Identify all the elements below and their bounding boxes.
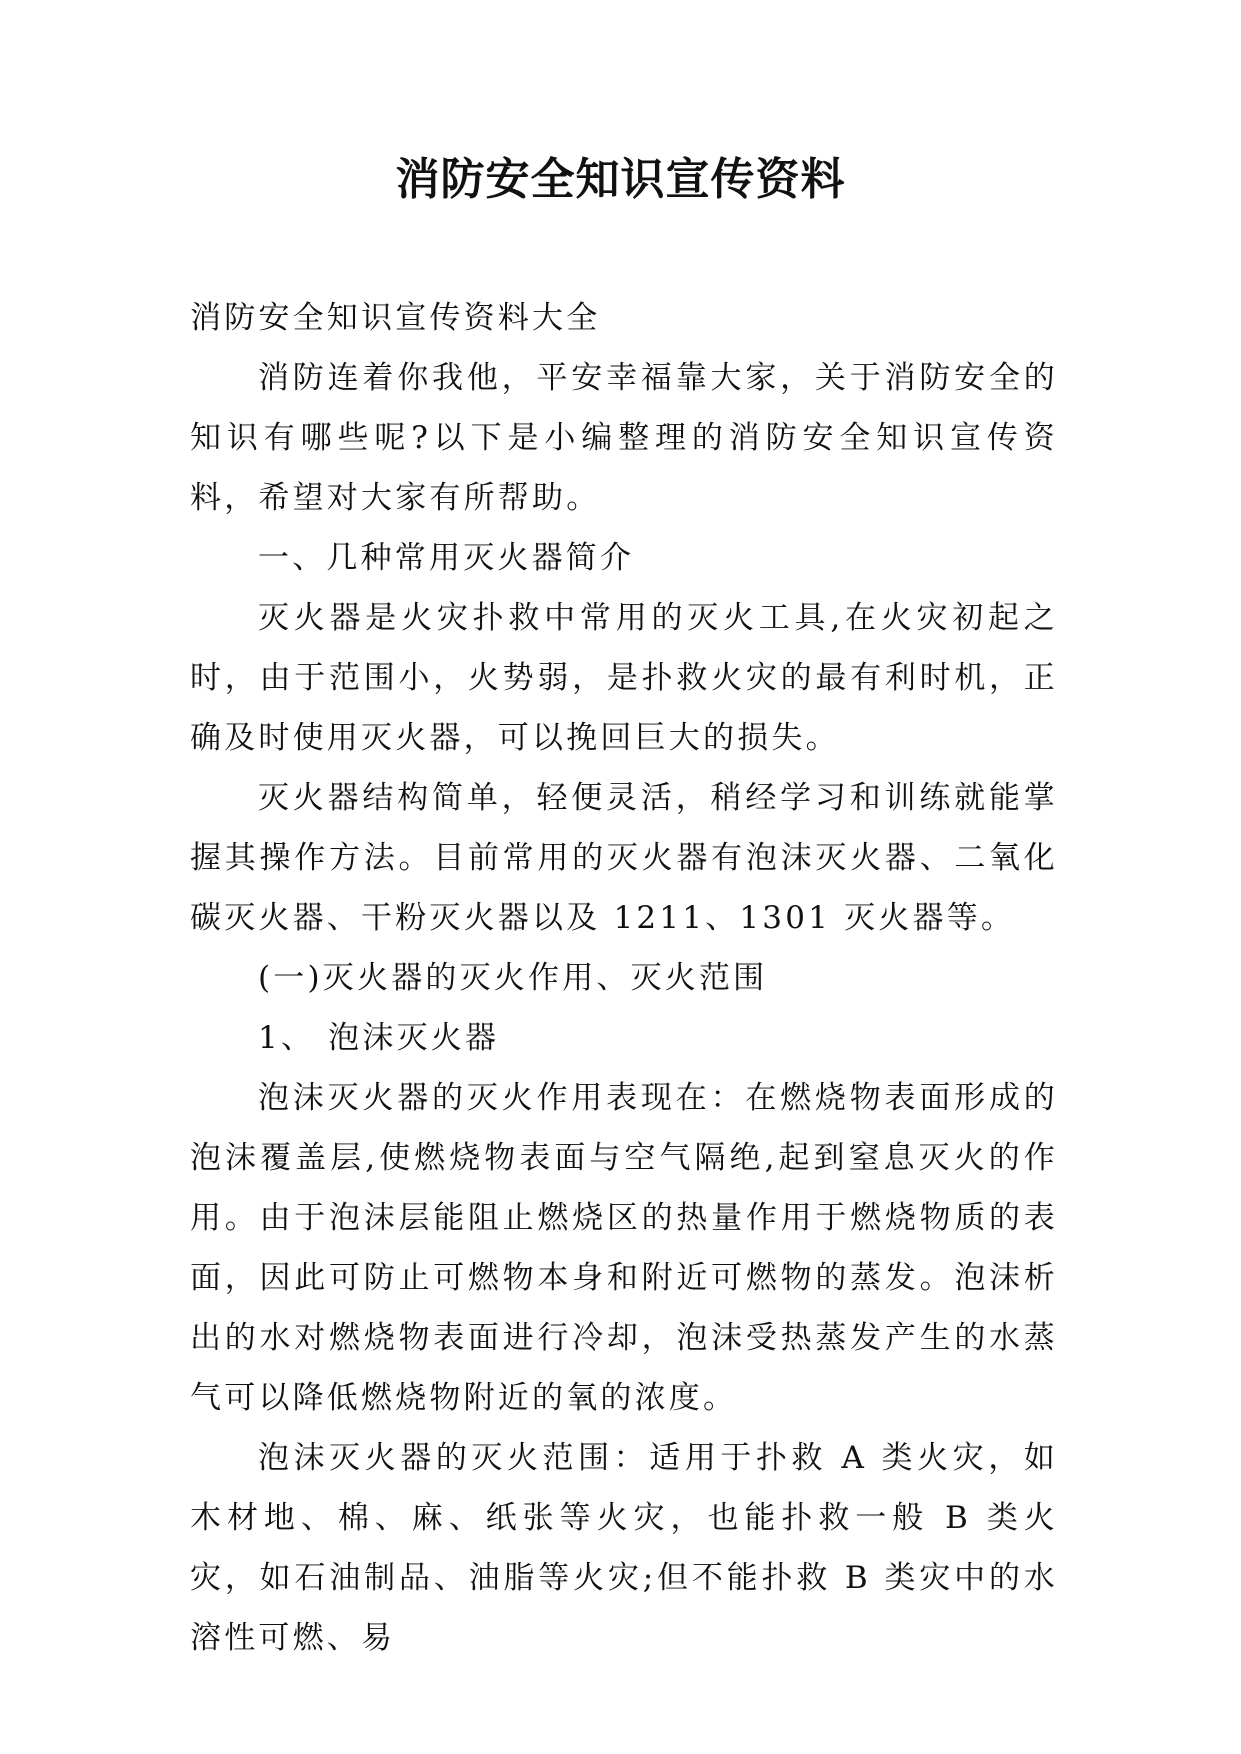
document-title: 消防安全知识宣传资料	[395, 154, 846, 205]
list-item-heading: 1、 泡沫灭火器	[258, 1020, 500, 1056]
body-paragraph: 泡沫灭火器的灭火范围：适用于扑救 A 类火灾，如木材地、棉、麻、纸张等火灾，也能扑救一般 B 类火灾，如石油制品、油脂等火灾;但不能扑救 B 类灾中的水溶性可燃、易	[190, 1440, 1058, 1656]
body-paragraph: 泡沫灭火器的灭火作用表现在：在燃烧物表面形成的泡沫覆盖层,使燃烧物表面与空气隔绝,起到窒息灭火的作用。由于泡沫层能阻止燃烧区的热量作用于燃烧物质的表面，因此可防止可燃物本身和附近可燃物的蒸发。泡沫析出的水对燃烧物表面进行冷却，泡沫受热蒸发产生的水蒸气可以降低燃烧物附近的氧的浓度。	[190, 1080, 1058, 1416]
subtitle-paragraph: 消防安全知识宣传资料大全	[190, 300, 601, 336]
intro-paragraph: 消防连着你我他，平安幸福靠大家，关于消防安全的知识有哪些呢?以下是小编整理的消防安全知识宣传资料，希望对大家有所帮助。	[190, 360, 1058, 516]
body-paragraph: 灭火器结构简单，轻便灵活，稍经学习和训练就能掌握其操作方法。目前常用的灭火器有泡沫灭火器、二氧化碳灭火器、干粉灭火器以及 1211、1301 灭火器等。	[190, 780, 1058, 936]
document-body	[190, 288, 1058, 1668]
body-paragraph: 灭火器是火灾扑救中常用的灭火工具,在火灾初起之时，由于范围小，火势弱，是扑救火灾的最有利时机，正确及时使用灭火器，可以挽回巨大的损失。	[190, 600, 1058, 756]
section-heading: 一、几种常用灭火器简介	[258, 540, 635, 576]
subsection-heading: (一)灭火器的灭火作用、灭火范围	[258, 960, 768, 996]
